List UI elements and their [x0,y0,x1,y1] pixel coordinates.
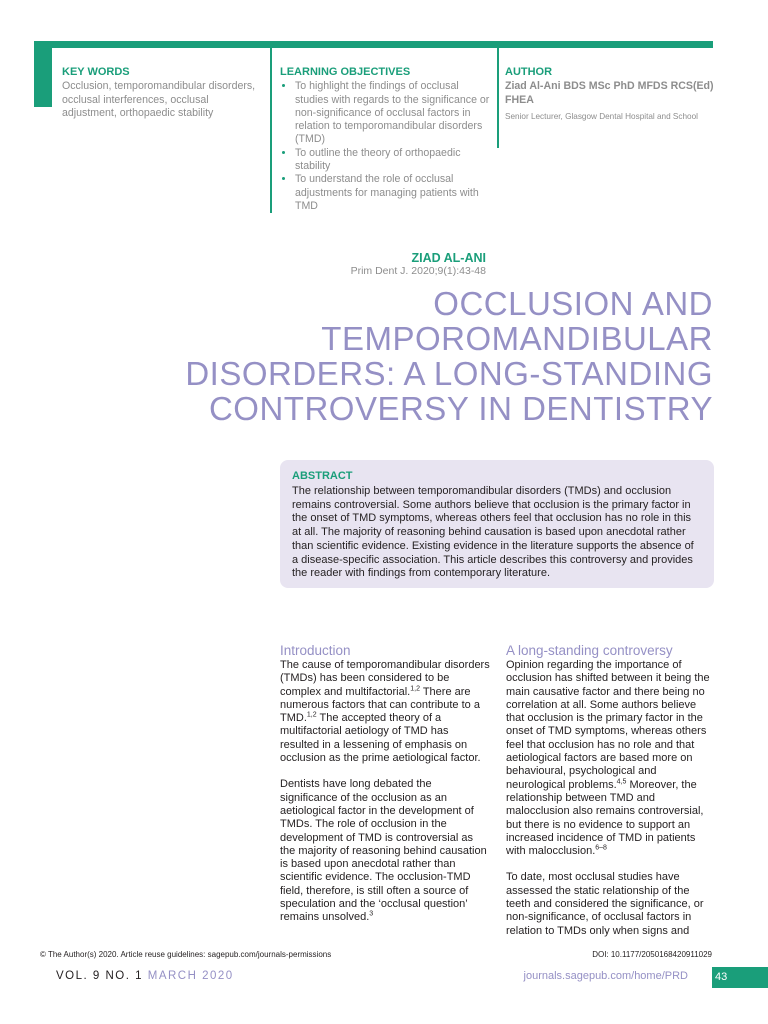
article-title [93,286,713,426]
footer-journal-link[interactable]: journals.sagepub.com/home/PRD [523,970,688,982]
footer-doi: DOI: 10.1177/2050168420911029 [592,950,712,959]
section-heading-controversy: A long-standing controversy [506,643,673,658]
objectives-list [280,80,490,213]
byline-author: ZIAD AL-ANI [411,251,486,265]
section-heading-introduction: Introduction [280,643,351,658]
author-name: Ziad Al-Ani BDS MSc PhD MFDS RCS(Ed) FHEA [505,80,714,106]
header-tab [34,41,52,107]
byline-citation: Prim Dent J. 2020;9(1):43-48 [350,265,486,277]
abstract-box [280,460,714,588]
paragraph: To date, most occlusal studies have assessed the static relationship of the teeth and considered the significance, or non-significance, of occlusal factors in relation to TMDs only when signs and [506,871,704,937]
byline [351,251,486,277]
paragraph: The cause of temporomandibular disorders (TMDs) has been considered to be complex and multifactorial.$^{1,2}$ There are numerous factors that can contribute to a TMD.$^{1,2}$ The accepted theory of a multifactorial aetiology of TMD has resulted in a lessening of emphasis on occlusion as the prime aetiological factor. [280,659,490,765]
footer-copyright: © The Author(s) 2020. Article reuse guidelines: sagepub.com/journals-permissions [40,950,332,959]
keywords-title: KEY WORDS [62,66,130,78]
paragraph: Dentists have long debated the significance of the occlusion as an aetiological factor in the development of TMDs. The role of occlusion in the development of TMD is controversial as the majority of reasoning behind causation is based upon anecdotal rather than scientific evidence. The occlusion-TMD field, therefore, is still often a source of speculation and the ‘occlusal question’ remains unsolved.$^3$ [280,778,487,924]
objective-item: • To outline the theory of orthopaedic stability [295,147,490,174]
abstract-title: ABSTRACT [292,470,353,482]
title-line: CONTROVERSY IN DENTISTRY [208,390,713,427]
author-role: Senior Lecturer, Glasgow Dental Hospital and School [505,111,698,121]
header-divider-2 [497,41,499,148]
footer-volume: VOL. 9 NO. 1 MARCH 2020 [56,970,234,982]
keywords-text: Occlusion, temporomandibular disorders, occlusal interferences, occlusal adjustment, orthopaedic stability [62,80,256,119]
title-line: TEMPOROMANDIBULAR [321,320,713,357]
objectives-block [280,66,490,213]
author-title: AUTHOR [505,66,553,78]
title-line: OCCLUSION AND [433,285,713,322]
objective-item: • To understand the role of occlusal adjustments for managing patients with TMD [295,173,490,213]
column-introduction [280,643,490,938]
keywords-block [62,66,262,120]
author-block [505,66,715,123]
column-controversy [506,643,716,951]
header-divider-1 [270,41,272,213]
objectives-title: LEARNING OBJECTIVES [280,66,411,78]
title-line: DISORDERS: A LONG-STANDING [185,355,713,392]
abstract-text: The relationship between temporomandibular disorders (TMDs) and occlusion remains controversial. Some authors believe that occlusion is the primary factor in the onset of TMD symptoms, whereas others feel that occlusion has no role in this at all. The majority of reasoning behind causation is based upon anecdotal rather than scientific evidence. Existing evidence in the literature supports the absence of a disease-specific association. This article describes this controversy and provides the reader with findings from contemporary literature. [292,485,694,580]
objective-item: • To highlight the findings of occlusal studies with regards to the significance or non-significance of occlusal factors in relation to temporomandibular disorders (TMD) [295,80,490,146]
page-number: 43 [712,967,768,988]
header-bar [34,41,713,48]
paragraph: Opinion regarding the importance of occlusion has shifted between it being the main causative factor and there being no correlation at all. Some authors believe that occlusion is the primary factor in the onset of TMD symptoms, whereas others feel that occlusion has no role and that aetiological factors are based more on behavioural, psychological and neurological problems.$^{4,5}$ Moreover, the relationship between TMD and malocclusion also remains controversial, but there is no evidence to support an increased incidence of TMD in patients with malocclusion.$^{6-8}$ [506,659,710,858]
